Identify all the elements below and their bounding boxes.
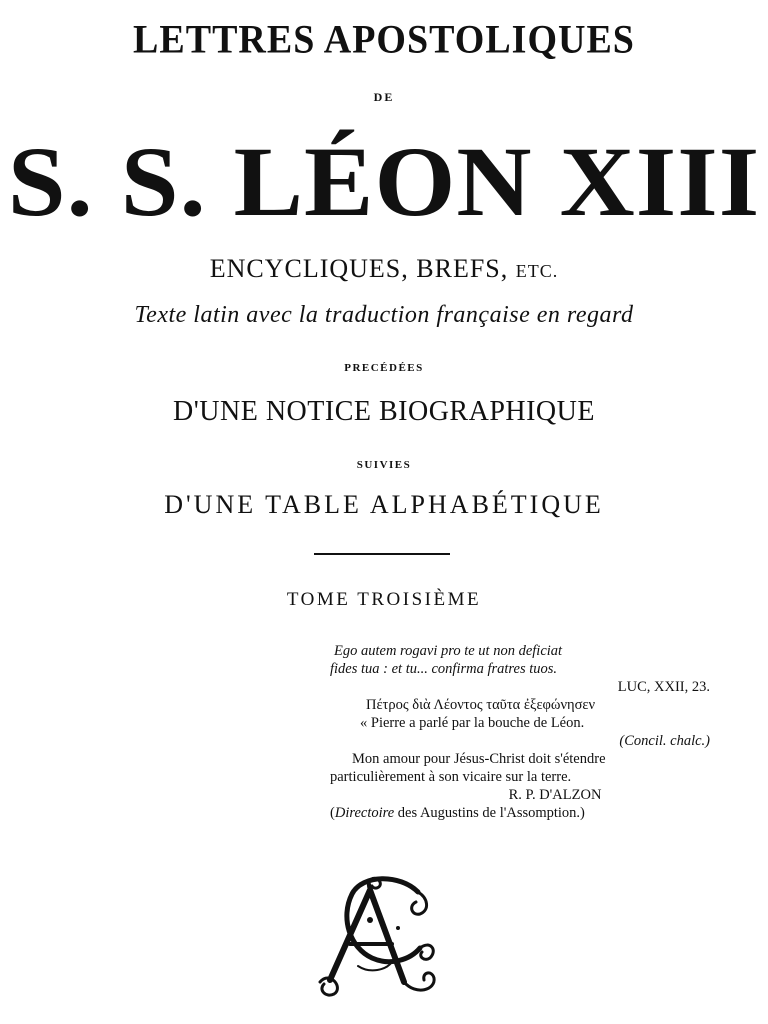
tagline: Texte latin avec la traduction française en regard (134, 302, 634, 328)
divider-rule (314, 553, 450, 555)
epigraph-alzon-source: (Directoire des Augustins de l'Assomption.) (330, 805, 585, 821)
epigraphs-block (330, 642, 720, 822)
epigraph-alzon-author: R. P. D'ALZON (508, 787, 602, 803)
subtitle (0, 254, 768, 284)
table-heading: D'UNE TABLE ALPHABÉTIQUE (164, 490, 604, 519)
precedees-label: PRECÉDÉES (344, 362, 424, 374)
monogram-emblem-icon (310, 870, 450, 1000)
epigraph-alzon-line1: Mon amour pour Jésus-Christ doit s'étendre (352, 751, 606, 767)
subtitle-main: ENCYCLIQUES, BREFS, (209, 254, 509, 283)
epigraph-latin-line1: Ego autem rogavi pro te ut non deficiat (334, 643, 563, 659)
notice-heading: D'UNE NOTICE BIOGRAPHIQUE (173, 396, 595, 427)
epigraph-french-source: (Concil. chalc.) (619, 733, 710, 749)
epigraph-latin-line2: fides tua : et tu... confirma fratres tuos. (330, 661, 558, 677)
series-title: LETTRES APOSTOLIQUES (133, 17, 635, 63)
epigraph-alzon-source-italic: Directoire (334, 805, 395, 821)
epigraph-french-line: « Pierre a parlé par la bouche de Léon. (360, 715, 585, 731)
epigraph-alzon-source-rest: des Augustins de l'Assomption.) (397, 805, 585, 821)
epigraph-latin-source: LUC, XXII, 23. (617, 679, 710, 695)
author-title: S. S. LÉON XIII (7, 126, 761, 237)
de-label: DE (373, 90, 395, 104)
volume-label: TOME TROISIÈME (286, 589, 482, 610)
suivies-label: SUIVIES (356, 459, 412, 471)
subtitle-etc: ETC. (515, 261, 559, 281)
epigraph-alzon-line2: particulièrement à son vicaire sur la terre. (330, 769, 572, 785)
epigraph-greek-line: Πέτρος διὰ Λέοντος ταῦτα ἐξεφώνησεν (366, 697, 596, 713)
